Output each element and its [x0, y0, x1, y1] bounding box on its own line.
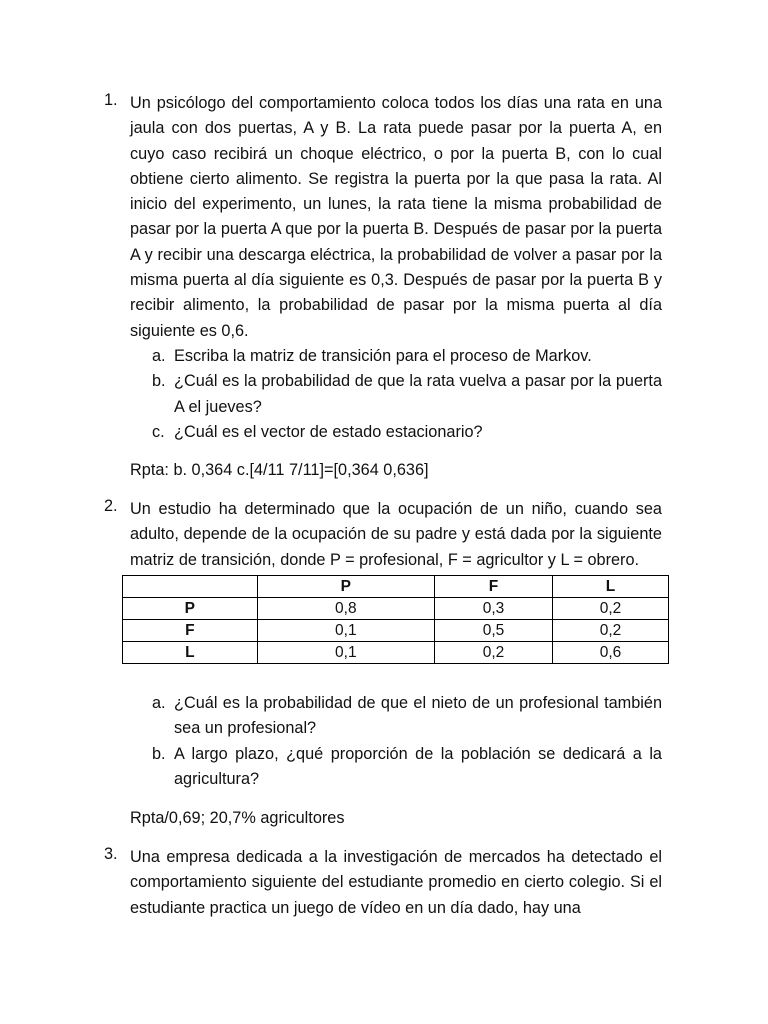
item-text: Escriba la matriz de transición para el proceso de Markov. [174, 347, 592, 365]
table-cell: 0,1 [257, 642, 434, 664]
problem-2 [104, 497, 662, 573]
table-cell: 0,6 [552, 642, 668, 664]
list-item [152, 344, 662, 369]
list-item [152, 742, 662, 793]
item-letter: b. [152, 372, 166, 391]
answer-2: Rpta/0,69; 20,7% agricultores [130, 809, 345, 827]
problem-1 [104, 91, 662, 344]
table-header-cell [123, 576, 258, 598]
row-label: F [123, 620, 258, 642]
item-letter: b. [152, 744, 166, 763]
item-letter: c. [152, 422, 165, 441]
table-cell: 0,1 [257, 620, 434, 642]
problem-3 [104, 845, 662, 921]
table-header-cell: L [552, 576, 668, 598]
row-label: P [123, 598, 258, 620]
table-cell: 0,5 [435, 620, 553, 642]
table-cell: 0,3 [435, 598, 553, 620]
table-header-cell: P [257, 576, 434, 598]
table-row [123, 598, 669, 620]
problem-number: 2. [104, 497, 118, 515]
item-letter: a. [152, 347, 166, 365]
table-row [123, 642, 669, 664]
item-text: ¿Cuál es la probabilidad de que el nieto de un profesional también sea un profesional? [174, 694, 662, 738]
problem-number: 1. [104, 91, 118, 109]
item-text: A largo plazo, ¿qué proporción de la población se dedicará a la agricultura? [174, 744, 662, 788]
problem-text: Un psicólogo del comportamiento coloca todos los días una rata en una jaula con dos puertas, A y B. La rata puede pasar por la puerta A, en cuyo caso recibirá un choque eléctrico, o por la puerta B, con lo cual obtiene cierto alimento. Se registra la puerta por la que pasa la rata. Al inicio del experimento, un lunes, la rata tiene la misma probabilidad de pasar por la puerta A que por la puerta B. Después de pasar por la puerta A y recibir una descarga eléctrica, la probabilidad de volver a pasar por la misma puerta al día siguiente es 0,3. Después de pasar por la puerta B y recibir alimento, la probabilidad de pasar por la misma puerta al día siguiente es 0,6. [130, 94, 662, 340]
problem-text: Un estudio ha determinado que la ocupación de un niño, cuando sea adulto, depende de la ocupación de su padre y está dada por la siguiente matriz de transición, donde P = profesional, F = agricultor y L = obrero. [130, 500, 662, 569]
answer-1: Rpta: b. 0,364 c.[4/11 7/11]=[0,364 0,636] [130, 461, 429, 479]
table-cell: 0,2 [552, 620, 668, 642]
problem-text: Una empresa dedicada a la investigación de mercados ha detectado el comportamiento siguiente del estudiante promedio en cierto colegio. Si el estudiante practica un juego de vídeo en un día dado, hay una [130, 848, 662, 917]
list-item [152, 420, 662, 445]
table-header-row [123, 576, 669, 598]
item-letter: a. [152, 694, 166, 712]
item-text: ¿Cuál es el vector de estado estacionario? [174, 422, 483, 441]
list-item [152, 369, 662, 420]
transition-matrix-table [122, 575, 669, 664]
table-row [123, 620, 669, 642]
table-header-cell: F [435, 576, 553, 598]
table-cell: 0,8 [257, 598, 434, 620]
row-label: L [123, 642, 258, 664]
problem-1-items [104, 344, 662, 445]
problem-number: 3. [104, 845, 118, 863]
item-text: ¿Cuál es la probabilidad de que la rata vuelva a pasar por la puerta A el jueves? [174, 372, 662, 416]
problem-2-items [104, 691, 662, 792]
list-item [152, 691, 662, 742]
table-cell: 0,2 [435, 642, 553, 664]
table-cell: 0,2 [552, 598, 668, 620]
